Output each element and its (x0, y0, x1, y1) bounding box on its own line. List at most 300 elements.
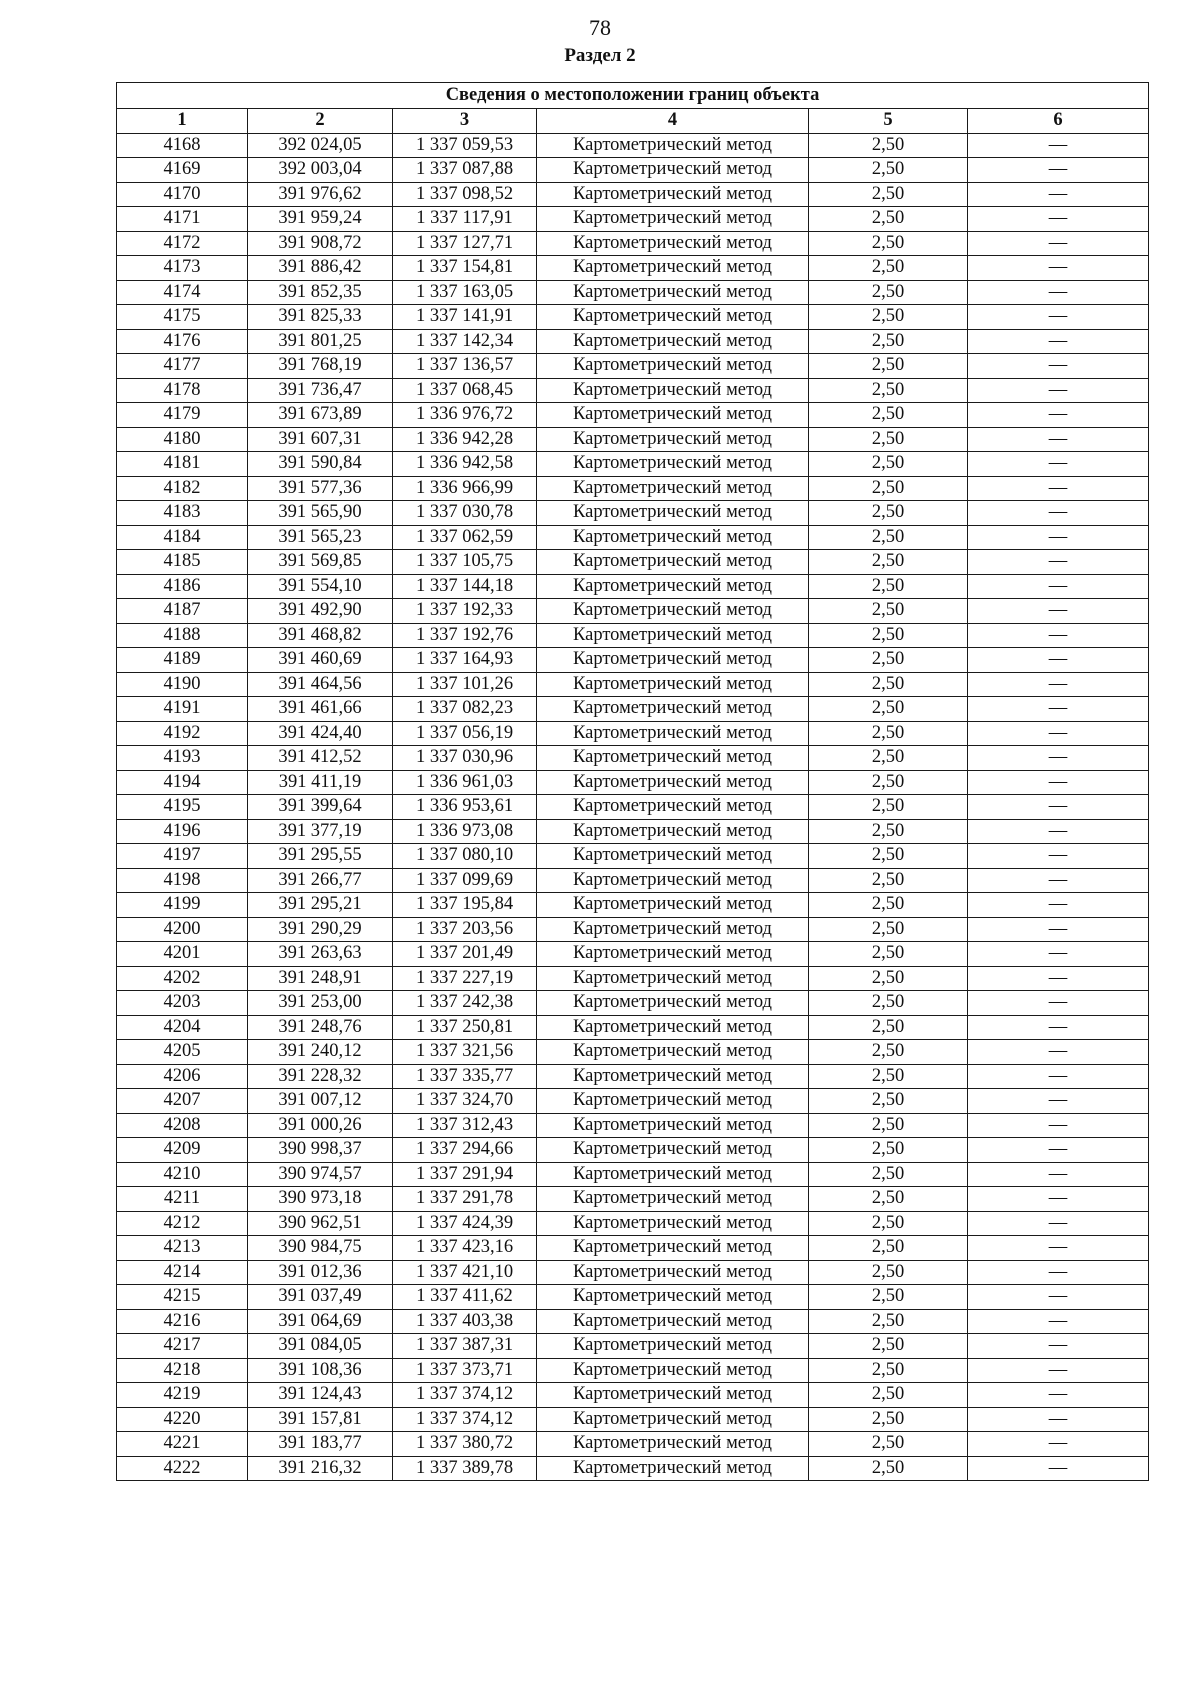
method-cell: Картометрический метод (537, 574, 809, 599)
point-number-cell: 4177 (117, 354, 248, 379)
point-number-cell: 4172 (117, 231, 248, 256)
table-row (117, 427, 1149, 452)
y-coordinate-cell: 1 337 098,52 (393, 182, 537, 207)
x-coordinate-cell: 391 037,49 (248, 1285, 393, 1310)
table-row (117, 1432, 1149, 1457)
table-row (117, 354, 1149, 379)
description-cell: — (968, 893, 1149, 918)
accuracy-cell: 2,50 (809, 256, 968, 281)
table-row (117, 1187, 1149, 1212)
description-cell: — (968, 1456, 1149, 1481)
x-coordinate-cell: 391 007,12 (248, 1089, 393, 1114)
description-cell: — (968, 231, 1149, 256)
x-coordinate-cell: 391 886,42 (248, 256, 393, 281)
y-coordinate-cell: 1 337 291,78 (393, 1187, 537, 1212)
method-cell: Картометрический метод (537, 1089, 809, 1114)
table-row (117, 1260, 1149, 1285)
table-body (117, 133, 1149, 1481)
description-cell: — (968, 133, 1149, 158)
table-row (117, 672, 1149, 697)
method-cell: Картометрический метод (537, 942, 809, 967)
table-row (117, 231, 1149, 256)
point-number-cell: 4169 (117, 158, 248, 183)
description-cell: — (968, 1089, 1149, 1114)
y-coordinate-cell: 1 336 953,61 (393, 795, 537, 820)
accuracy-cell: 2,50 (809, 648, 968, 673)
y-coordinate-cell: 1 337 335,77 (393, 1064, 537, 1089)
point-number-cell: 4174 (117, 280, 248, 305)
x-coordinate-cell: 391 577,36 (248, 476, 393, 501)
accuracy-cell: 2,50 (809, 476, 968, 501)
y-coordinate-cell: 1 336 973,08 (393, 819, 537, 844)
accuracy-cell: 2,50 (809, 158, 968, 183)
method-cell: Картометрический метод (537, 721, 809, 746)
method-cell: Картометрический метод (537, 697, 809, 722)
table-row (117, 942, 1149, 967)
method-cell: Картометрический метод (537, 1138, 809, 1163)
accuracy-cell: 2,50 (809, 1432, 968, 1457)
accuracy-cell: 2,50 (809, 672, 968, 697)
x-coordinate-cell: 390 973,18 (248, 1187, 393, 1212)
y-coordinate-cell: 1 337 374,12 (393, 1383, 537, 1408)
description-cell: — (968, 770, 1149, 795)
point-number-cell: 4195 (117, 795, 248, 820)
description-cell: — (968, 1113, 1149, 1138)
accuracy-cell: 2,50 (809, 1309, 968, 1334)
accuracy-cell: 2,50 (809, 991, 968, 1016)
method-cell: Картометрический метод (537, 182, 809, 207)
description-cell: — (968, 574, 1149, 599)
x-coordinate-cell: 391 565,90 (248, 501, 393, 526)
y-coordinate-cell: 1 337 380,72 (393, 1432, 537, 1457)
accuracy-cell: 2,50 (809, 574, 968, 599)
x-coordinate-cell: 391 295,55 (248, 844, 393, 869)
method-cell: Картометрический метод (537, 1187, 809, 1212)
description-cell: — (968, 476, 1149, 501)
table-row (117, 1089, 1149, 1114)
x-coordinate-cell: 391 554,10 (248, 574, 393, 599)
table-row (117, 1334, 1149, 1359)
description-cell: — (968, 158, 1149, 183)
point-number-cell: 4201 (117, 942, 248, 967)
x-coordinate-cell: 391 000,26 (248, 1113, 393, 1138)
point-number-cell: 4202 (117, 966, 248, 991)
table-row (117, 1211, 1149, 1236)
method-cell: Картометрический метод (537, 1260, 809, 1285)
description-cell: — (968, 1309, 1149, 1334)
method-cell: Картометрический метод (537, 844, 809, 869)
point-number-cell: 4222 (117, 1456, 248, 1481)
method-cell: Картометрический метод (537, 476, 809, 501)
accuracy-cell: 2,50 (809, 403, 968, 428)
x-coordinate-cell: 391 108,36 (248, 1358, 393, 1383)
method-cell: Картометрический метод (537, 770, 809, 795)
method-cell: Картометрический метод (537, 648, 809, 673)
accuracy-cell: 2,50 (809, 1162, 968, 1187)
description-cell: — (968, 1285, 1149, 1310)
point-number-cell: 4170 (117, 182, 248, 207)
point-number-cell: 4210 (117, 1162, 248, 1187)
column-header: 4 (537, 109, 809, 134)
y-coordinate-cell: 1 337 291,94 (393, 1162, 537, 1187)
table-row (117, 378, 1149, 403)
table-row (117, 550, 1149, 575)
x-coordinate-cell: 391 157,81 (248, 1407, 393, 1432)
point-number-cell: 4182 (117, 476, 248, 501)
table-row (117, 868, 1149, 893)
y-coordinate-cell: 1 337 142,34 (393, 329, 537, 354)
table-row (117, 133, 1149, 158)
accuracy-cell: 2,50 (809, 721, 968, 746)
description-cell: — (968, 1064, 1149, 1089)
point-number-cell: 4189 (117, 648, 248, 673)
y-coordinate-cell: 1 337 082,23 (393, 697, 537, 722)
description-cell: — (968, 1040, 1149, 1065)
description-cell: — (968, 305, 1149, 330)
y-coordinate-cell: 1 337 424,39 (393, 1211, 537, 1236)
column-header: 1 (117, 109, 248, 134)
method-cell: Картометрический метод (537, 1383, 809, 1408)
description-cell: — (968, 182, 1149, 207)
method-cell: Картометрический метод (537, 868, 809, 893)
description-cell: — (968, 1407, 1149, 1432)
method-cell: Картометрический метод (537, 672, 809, 697)
accuracy-cell: 2,50 (809, 182, 968, 207)
point-number-cell: 4206 (117, 1064, 248, 1089)
method-cell: Картометрический метод (537, 525, 809, 550)
point-number-cell: 4193 (117, 746, 248, 771)
point-number-cell: 4197 (117, 844, 248, 869)
description-cell: — (968, 1260, 1149, 1285)
y-coordinate-cell: 1 337 374,12 (393, 1407, 537, 1432)
method-cell: Картометрический метод (537, 1334, 809, 1359)
table-caption-row (117, 83, 1149, 109)
table-row (117, 305, 1149, 330)
description-cell: — (968, 819, 1149, 844)
description-cell: — (968, 844, 1149, 869)
accuracy-cell: 2,50 (809, 1040, 968, 1065)
y-coordinate-cell: 1 337 059,53 (393, 133, 537, 158)
method-cell: Картометрический метод (537, 550, 809, 575)
accuracy-cell: 2,50 (809, 231, 968, 256)
x-coordinate-cell: 391 263,63 (248, 942, 393, 967)
accuracy-cell: 2,50 (809, 1456, 968, 1481)
point-number-cell: 4220 (117, 1407, 248, 1432)
column-header: 6 (968, 109, 1149, 134)
description-cell: — (968, 1432, 1149, 1457)
y-coordinate-cell: 1 337 423,16 (393, 1236, 537, 1261)
table-row (117, 1309, 1149, 1334)
x-coordinate-cell: 391 461,66 (248, 697, 393, 722)
y-coordinate-cell: 1 337 154,81 (393, 256, 537, 281)
y-coordinate-cell: 1 336 976,72 (393, 403, 537, 428)
point-number-cell: 4209 (117, 1138, 248, 1163)
point-number-cell: 4218 (117, 1358, 248, 1383)
method-cell: Картометрический метод (537, 966, 809, 991)
point-number-cell: 4204 (117, 1015, 248, 1040)
accuracy-cell: 2,50 (809, 819, 968, 844)
accuracy-cell: 2,50 (809, 1138, 968, 1163)
point-number-cell: 4181 (117, 452, 248, 477)
x-coordinate-cell: 391 228,32 (248, 1064, 393, 1089)
method-cell: Картометрический метод (537, 1040, 809, 1065)
y-coordinate-cell: 1 337 389,78 (393, 1456, 537, 1481)
x-coordinate-cell: 391 295,21 (248, 893, 393, 918)
accuracy-cell: 2,50 (809, 133, 968, 158)
table-row (117, 1285, 1149, 1310)
x-coordinate-cell: 391 825,33 (248, 305, 393, 330)
accuracy-cell: 2,50 (809, 525, 968, 550)
page-number: 78 (589, 15, 611, 40)
y-coordinate-cell: 1 337 387,31 (393, 1334, 537, 1359)
description-cell: — (968, 623, 1149, 648)
y-coordinate-cell: 1 337 421,10 (393, 1260, 537, 1285)
y-coordinate-cell: 1 337 373,71 (393, 1358, 537, 1383)
description-cell: — (968, 329, 1149, 354)
description-cell: — (968, 1162, 1149, 1187)
accuracy-cell: 2,50 (809, 697, 968, 722)
y-coordinate-cell: 1 337 321,56 (393, 1040, 537, 1065)
point-number-cell: 4185 (117, 550, 248, 575)
accuracy-cell: 2,50 (809, 1015, 968, 1040)
table-row (117, 525, 1149, 550)
accuracy-cell: 2,50 (809, 1285, 968, 1310)
point-number-cell: 4212 (117, 1211, 248, 1236)
table-row (117, 329, 1149, 354)
table-row (117, 1040, 1149, 1065)
description-cell: — (968, 721, 1149, 746)
y-coordinate-cell: 1 337 099,69 (393, 868, 537, 893)
table-row (117, 721, 1149, 746)
table-row (117, 1358, 1149, 1383)
accuracy-cell: 2,50 (809, 1236, 968, 1261)
y-coordinate-cell: 1 337 068,45 (393, 378, 537, 403)
accuracy-cell: 2,50 (809, 1113, 968, 1138)
table-row (117, 1064, 1149, 1089)
y-coordinate-cell: 1 337 294,66 (393, 1138, 537, 1163)
y-coordinate-cell: 1 336 966,99 (393, 476, 537, 501)
y-coordinate-cell: 1 337 195,84 (393, 893, 537, 918)
table-row (117, 819, 1149, 844)
table-row (117, 1236, 1149, 1261)
method-cell: Картометрический метод (537, 1358, 809, 1383)
method-cell: Картометрический метод (537, 329, 809, 354)
y-coordinate-cell: 1 336 942,58 (393, 452, 537, 477)
method-cell: Картометрический метод (537, 819, 809, 844)
x-coordinate-cell: 391 736,47 (248, 378, 393, 403)
description-cell: — (968, 795, 1149, 820)
accuracy-cell: 2,50 (809, 966, 968, 991)
x-coordinate-cell: 392 024,05 (248, 133, 393, 158)
x-coordinate-cell: 391 565,23 (248, 525, 393, 550)
x-coordinate-cell: 392 003,04 (248, 158, 393, 183)
description-cell: — (968, 378, 1149, 403)
table-row (117, 648, 1149, 673)
method-cell: Картометрический метод (537, 1015, 809, 1040)
x-coordinate-cell: 391 801,25 (248, 329, 393, 354)
accuracy-cell: 2,50 (809, 1407, 968, 1432)
description-cell: — (968, 1187, 1149, 1212)
accuracy-cell: 2,50 (809, 599, 968, 624)
y-coordinate-cell: 1 337 203,56 (393, 917, 537, 942)
table-row (117, 599, 1149, 624)
method-cell: Картометрический метод (537, 1162, 809, 1187)
table-row (117, 280, 1149, 305)
method-cell: Картометрический метод (537, 623, 809, 648)
method-cell: Картометрический метод (537, 1236, 809, 1261)
x-coordinate-cell: 391 424,40 (248, 721, 393, 746)
method-cell: Картометрический метод (537, 280, 809, 305)
method-cell: Картометрический метод (537, 795, 809, 820)
point-number-cell: 4187 (117, 599, 248, 624)
accuracy-cell: 2,50 (809, 893, 968, 918)
table-row (117, 1407, 1149, 1432)
y-coordinate-cell: 1 337 062,59 (393, 525, 537, 550)
point-number-cell: 4191 (117, 697, 248, 722)
accuracy-cell: 2,50 (809, 280, 968, 305)
accuracy-cell: 2,50 (809, 795, 968, 820)
point-number-cell: 4171 (117, 207, 248, 232)
y-coordinate-cell: 1 337 136,57 (393, 354, 537, 379)
point-number-cell: 4221 (117, 1432, 248, 1457)
x-coordinate-cell: 391 240,12 (248, 1040, 393, 1065)
x-coordinate-cell: 391 468,82 (248, 623, 393, 648)
method-cell: Картометрический метод (537, 452, 809, 477)
table-row (117, 476, 1149, 501)
method-cell: Картометрический метод (537, 599, 809, 624)
x-coordinate-cell: 391 266,77 (248, 868, 393, 893)
point-number-cell: 4168 (117, 133, 248, 158)
x-coordinate-cell: 390 998,37 (248, 1138, 393, 1163)
description-cell: — (968, 1138, 1149, 1163)
method-cell: Картометрический метод (537, 1113, 809, 1138)
table-row (117, 574, 1149, 599)
table-row (117, 207, 1149, 232)
y-coordinate-cell: 1 337 227,19 (393, 966, 537, 991)
point-number-cell: 4179 (117, 403, 248, 428)
table-row (117, 917, 1149, 942)
x-coordinate-cell: 391 464,56 (248, 672, 393, 697)
y-coordinate-cell: 1 337 411,62 (393, 1285, 537, 1310)
point-number-cell: 4198 (117, 868, 248, 893)
method-cell: Картометрический метод (537, 893, 809, 918)
section-title: Раздел 2 (564, 45, 636, 66)
y-coordinate-cell: 1 337 105,75 (393, 550, 537, 575)
table-row (117, 452, 1149, 477)
description-cell: — (968, 991, 1149, 1016)
table-row (117, 697, 1149, 722)
description-cell: — (968, 599, 1149, 624)
accuracy-cell: 2,50 (809, 378, 968, 403)
point-number-cell: 4200 (117, 917, 248, 942)
accuracy-cell: 2,50 (809, 917, 968, 942)
table-row (117, 795, 1149, 820)
x-coordinate-cell: 391 377,19 (248, 819, 393, 844)
x-coordinate-cell: 391 492,90 (248, 599, 393, 624)
point-number-cell: 4199 (117, 893, 248, 918)
x-coordinate-cell: 391 399,64 (248, 795, 393, 820)
x-coordinate-cell: 391 607,31 (248, 427, 393, 452)
y-coordinate-cell: 1 337 030,78 (393, 501, 537, 526)
description-cell: — (968, 427, 1149, 452)
x-coordinate-cell: 390 984,75 (248, 1236, 393, 1261)
accuracy-cell: 2,50 (809, 1358, 968, 1383)
y-coordinate-cell: 1 337 163,05 (393, 280, 537, 305)
table-row (117, 991, 1149, 1016)
y-coordinate-cell: 1 337 087,88 (393, 158, 537, 183)
x-coordinate-cell: 391 248,76 (248, 1015, 393, 1040)
method-cell: Картометрический метод (537, 1285, 809, 1310)
description-cell: — (968, 1334, 1149, 1359)
table-row (117, 844, 1149, 869)
description-cell: — (968, 256, 1149, 281)
method-cell: Картометрический метод (537, 158, 809, 183)
x-coordinate-cell: 391 084,05 (248, 1334, 393, 1359)
description-cell: — (968, 403, 1149, 428)
description-cell: — (968, 942, 1149, 967)
description-cell: — (968, 1211, 1149, 1236)
point-number-cell: 4173 (117, 256, 248, 281)
y-coordinate-cell: 1 337 080,10 (393, 844, 537, 869)
y-coordinate-cell: 1 337 141,91 (393, 305, 537, 330)
method-cell: Картометрический метод (537, 403, 809, 428)
point-number-cell: 4211 (117, 1187, 248, 1212)
point-number-cell: 4176 (117, 329, 248, 354)
method-cell: Картометрический метод (537, 746, 809, 771)
method-cell: Картометрический метод (537, 1432, 809, 1457)
x-coordinate-cell: 391 959,24 (248, 207, 393, 232)
description-cell: — (968, 501, 1149, 526)
method-cell: Картометрический метод (537, 1407, 809, 1432)
point-number-cell: 4183 (117, 501, 248, 526)
accuracy-cell: 2,50 (809, 427, 968, 452)
point-number-cell: 4194 (117, 770, 248, 795)
table-row (117, 893, 1149, 918)
point-number-cell: 4188 (117, 623, 248, 648)
point-number-cell: 4184 (117, 525, 248, 550)
accuracy-cell: 2,50 (809, 1334, 968, 1359)
method-cell: Картометрический метод (537, 256, 809, 281)
method-cell: Картометрический метод (537, 1309, 809, 1334)
table-row (117, 1113, 1149, 1138)
accuracy-cell: 2,50 (809, 329, 968, 354)
accuracy-cell: 2,50 (809, 1211, 968, 1236)
x-coordinate-cell: 391 411,19 (248, 770, 393, 795)
accuracy-cell: 2,50 (809, 746, 968, 771)
accuracy-cell: 2,50 (809, 305, 968, 330)
y-coordinate-cell: 1 337 192,76 (393, 623, 537, 648)
x-coordinate-cell: 391 216,32 (248, 1456, 393, 1481)
method-cell: Картометрический метод (537, 378, 809, 403)
accuracy-cell: 2,50 (809, 354, 968, 379)
y-coordinate-cell: 1 336 942,28 (393, 427, 537, 452)
x-coordinate-cell: 391 460,69 (248, 648, 393, 673)
table-row (117, 256, 1149, 281)
description-cell: — (968, 280, 1149, 305)
y-coordinate-cell: 1 337 250,81 (393, 1015, 537, 1040)
accuracy-cell: 2,50 (809, 1383, 968, 1408)
point-number-cell: 4192 (117, 721, 248, 746)
description-cell: — (968, 525, 1149, 550)
point-number-cell: 4219 (117, 1383, 248, 1408)
x-coordinate-cell: 391 590,84 (248, 452, 393, 477)
x-coordinate-cell: 390 962,51 (248, 1211, 393, 1236)
y-coordinate-cell: 1 337 117,91 (393, 207, 537, 232)
accuracy-cell: 2,50 (809, 942, 968, 967)
point-number-cell: 4180 (117, 427, 248, 452)
description-cell: — (968, 966, 1149, 991)
accuracy-cell: 2,50 (809, 501, 968, 526)
